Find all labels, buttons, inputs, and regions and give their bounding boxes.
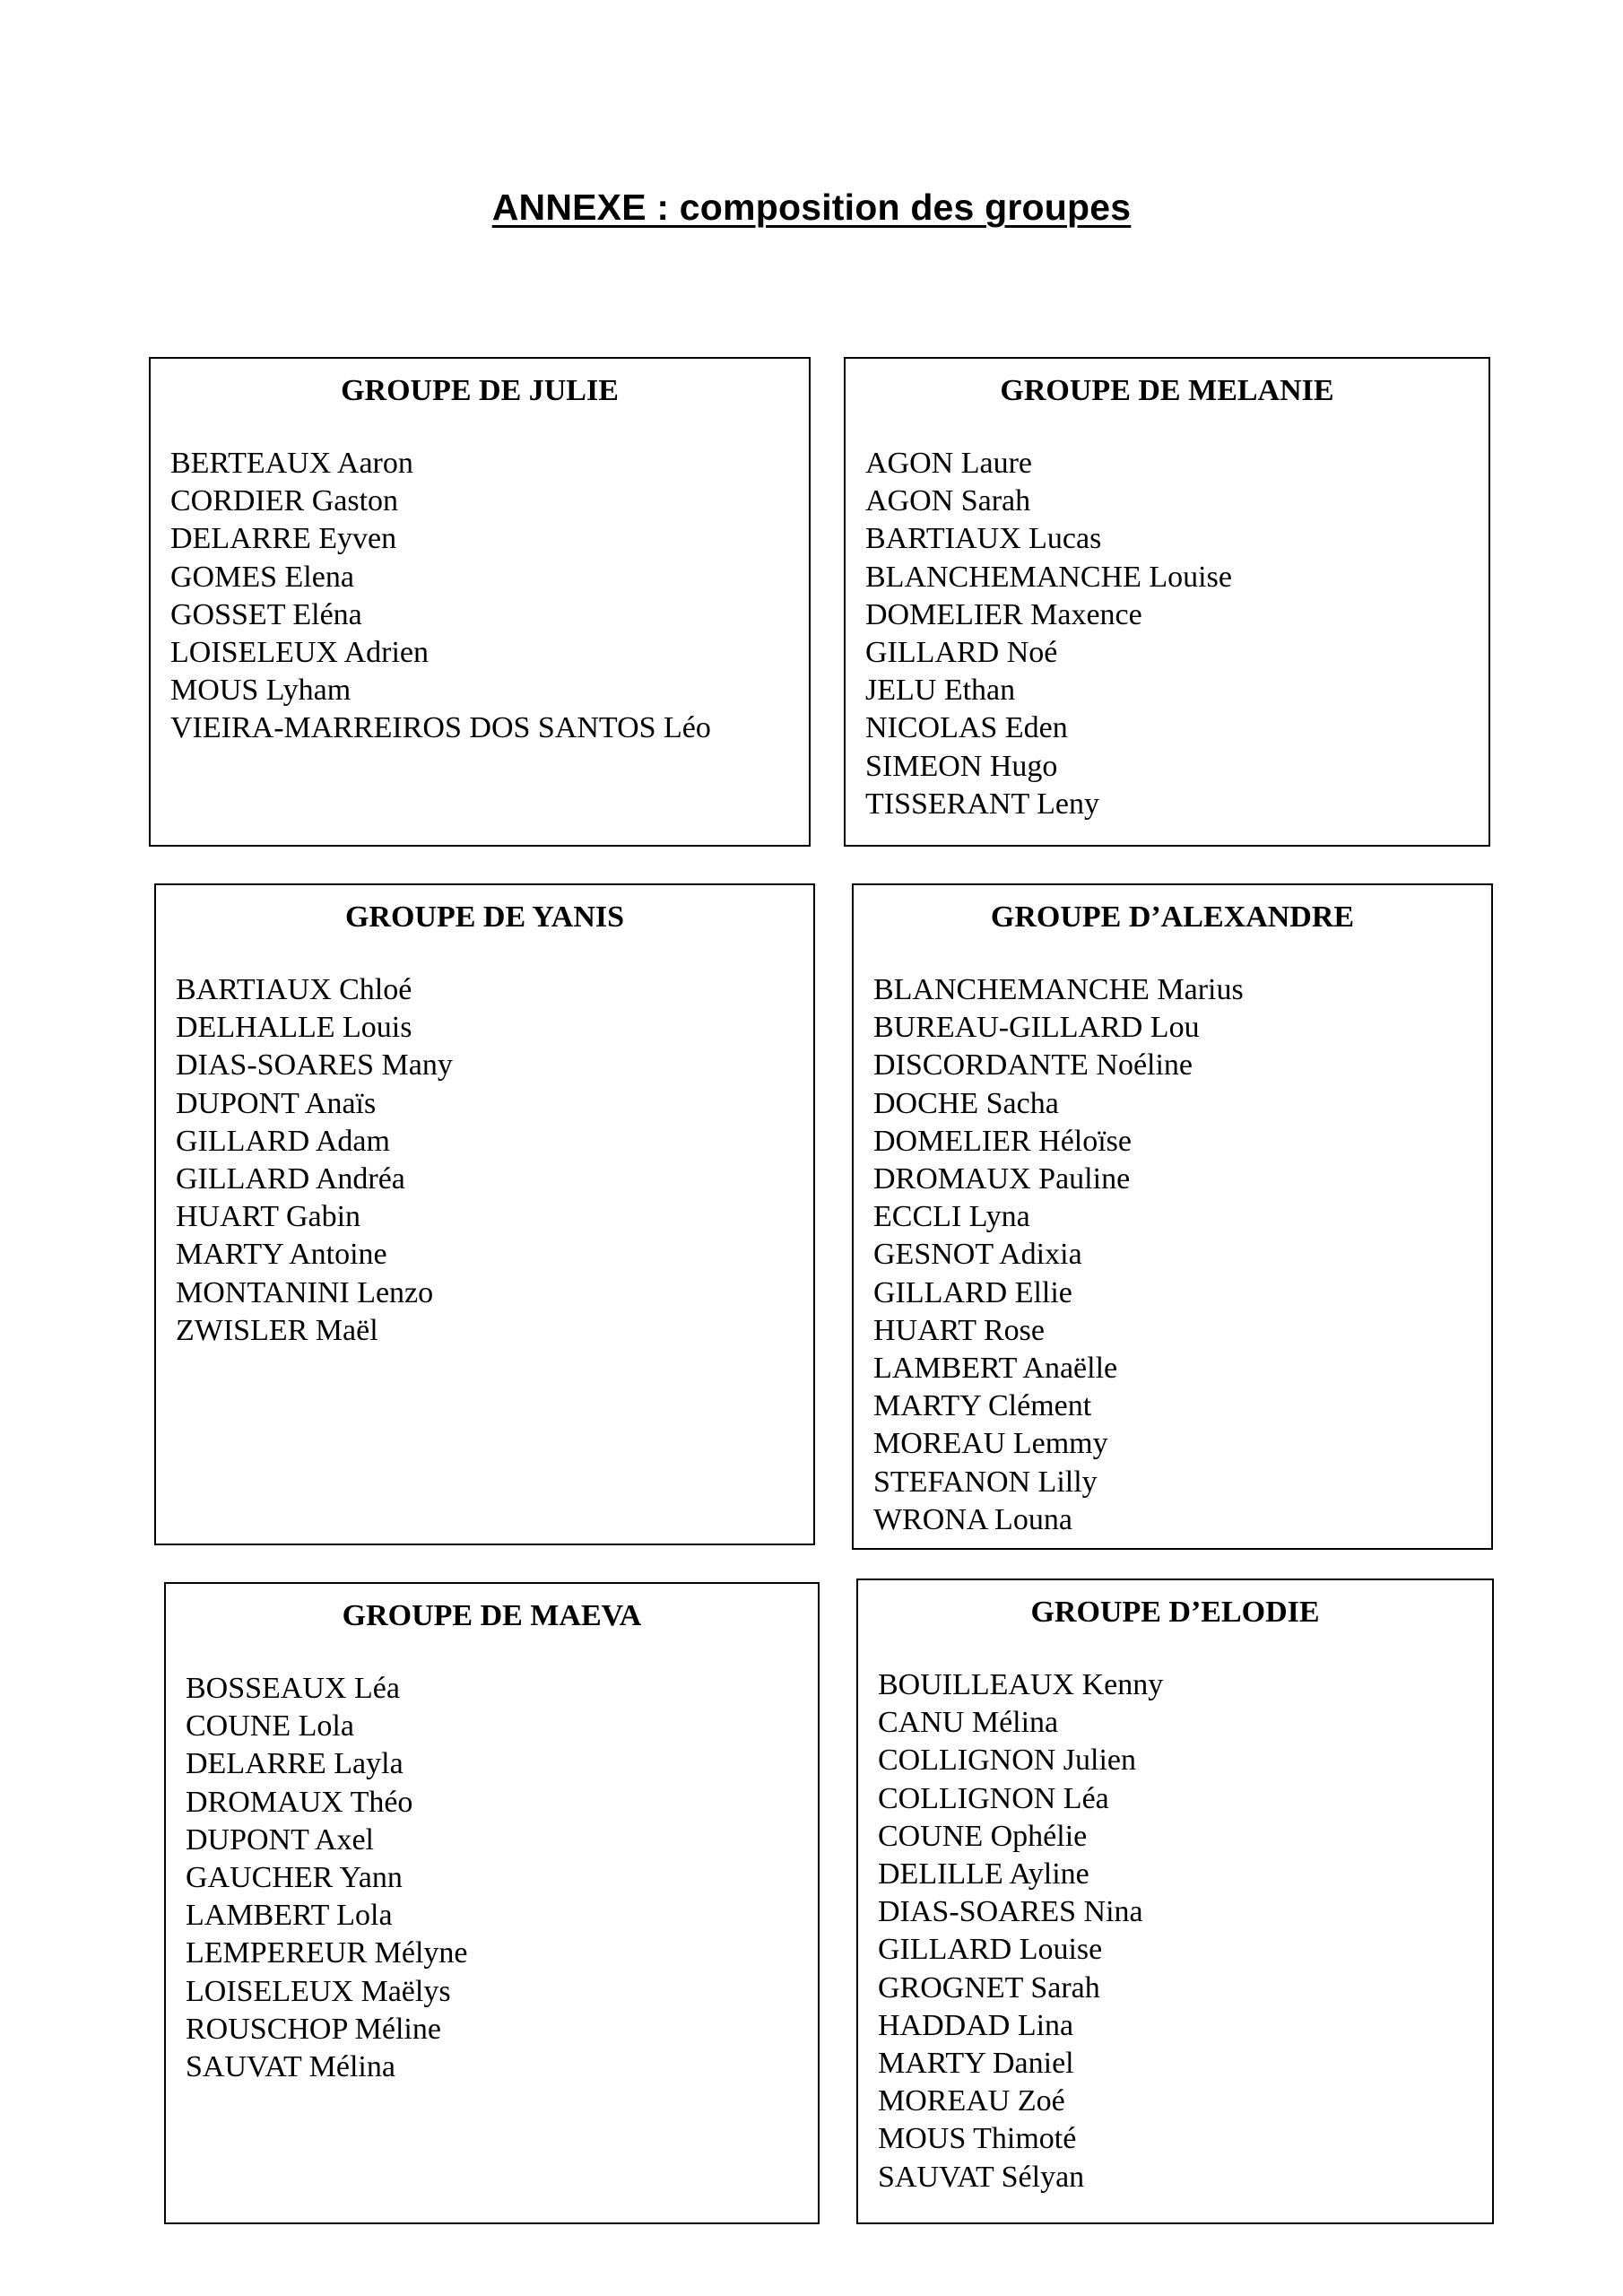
member-name: ZWISLER Maël	[176, 1313, 378, 1347]
member-name: GILLARD Louise	[878, 1933, 1103, 1967]
member-list	[854, 971, 1491, 1539]
member-name: ROUSCHOP Méline	[186, 2012, 441, 2046]
member-name: MOUS Lyham	[170, 674, 352, 708]
group-box-yanis	[154, 883, 815, 1545]
member-name: BUREAU-GILLARD Lou	[873, 1011, 1200, 1045]
member-name: DROMAUX Pauline	[873, 1162, 1131, 1196]
member-name: BERTEAUX Aaron	[170, 447, 413, 480]
group-title: GROUPE DE YANIS	[344, 900, 625, 934]
member-name: COUNE Lola	[186, 1709, 354, 1744]
group-box-elodie	[856, 1578, 1494, 2224]
member-name: JELU Ethan	[865, 674, 1016, 708]
member-name: DUPONT Axel	[186, 1822, 374, 1857]
member-name: GILLARD Andréa	[176, 1162, 405, 1196]
member-name: MOREAU Lemmy	[873, 1427, 1108, 1461]
group-title: GROUPE D’ELODIE	[1030, 1596, 1320, 1629]
member-name: MONTANINI Lenzo	[176, 1275, 434, 1309]
member-name: DIAS-SOARES Nina	[878, 1895, 1143, 1929]
group-box-julie	[149, 357, 811, 847]
member-name: BOUILLEAUX Kenny	[878, 1668, 1164, 1701]
group-box-alexandre	[852, 883, 1493, 1550]
member-name: COLLIGNON Léa	[878, 1781, 1109, 1815]
member-list	[151, 445, 809, 748]
member-name: DROMAUX Théo	[186, 1785, 413, 1819]
member-name: STEFANON Lilly	[873, 1465, 1098, 1499]
member-name: LEMPEREUR Mélyne	[186, 1936, 468, 1970]
member-name: VIEIRA-MARREIROS DOS SANTOS Léo	[170, 711, 711, 745]
group-title: GROUPE DE MAEVA	[342, 1599, 642, 1632]
member-name: MOREAU Zoé	[878, 2084, 1065, 2118]
member-name: MOUS Thimoté	[878, 2122, 1077, 2156]
member-name: DELARRE Layla	[186, 1747, 404, 1781]
member-name: TISSERANT Leny	[865, 787, 1099, 821]
member-name: SAUVAT Mélina	[186, 2050, 395, 2084]
member-name: NICOLAS Eden	[865, 711, 1068, 745]
member-name: BLANCHEMANCHE Marius	[873, 973, 1244, 1006]
group-title: GROUPE D’ALEXANDRE	[990, 900, 1355, 934]
member-name: LAMBERT Lola	[186, 1899, 393, 1933]
group-title: GROUPE DE JULIE	[341, 374, 619, 407]
member-name: DUPONT Anaïs	[176, 1086, 377, 1120]
member-name: GILLARD Adam	[176, 1124, 390, 1158]
member-name: DELILLE Ayline	[878, 1857, 1089, 1892]
member-name: GOSSET Eléna	[170, 597, 362, 631]
member-name: COUNE Ophélie	[878, 1819, 1088, 1853]
member-name: HADDAD Lina	[878, 2008, 1074, 2042]
member-name: LAMBERT Anaëlle	[873, 1352, 1118, 1386]
member-name: GROGNET Sarah	[878, 1970, 1100, 2005]
member-name: BOSSEAUX Léa	[186, 1672, 400, 1705]
member-name: ECCLI Lyna	[873, 1200, 1030, 1234]
member-name: DOCHE Sacha	[873, 1086, 1059, 1120]
member-name: AGON Sarah	[865, 484, 1031, 518]
page-title: ANNEXE : composition des groupes	[491, 187, 1132, 228]
member-name: WRONA Louna	[873, 1502, 1072, 1536]
member-name: DIAS-SOARES Many	[176, 1048, 453, 1083]
member-list	[858, 1666, 1492, 2196]
member-name: DOMELIER Héloïse	[873, 1124, 1133, 1158]
member-name: DISCORDANTE Noéline	[873, 1048, 1193, 1083]
member-list	[846, 445, 1488, 823]
member-name: MARTY Daniel	[878, 2047, 1074, 2081]
member-name: HUART Rose	[873, 1313, 1045, 1347]
member-name: HUART Gabin	[176, 1200, 361, 1234]
member-name: DELHALLE Louis	[176, 1011, 412, 1045]
member-name: DOMELIER Maxence	[865, 597, 1142, 631]
member-name: CANU Mélina	[878, 1706, 1059, 1740]
member-name: GILLARD Noé	[865, 636, 1058, 670]
member-name: GAUCHER Yann	[186, 1861, 403, 1895]
member-name: GOMES Elena	[170, 560, 354, 594]
member-name: BARTIAUX Lucas	[865, 522, 1102, 556]
member-list	[156, 971, 813, 1350]
member-name: CORDIER Gaston	[170, 484, 399, 518]
group-box-melanie	[844, 357, 1490, 847]
group-title: GROUPE DE MELANIE	[1000, 374, 1334, 407]
member-name: DELARRE Eyven	[170, 522, 397, 556]
member-name: SAUVAT Sélyan	[878, 2160, 1085, 2194]
member-name: AGON Laure	[865, 447, 1032, 480]
member-name: LOISELEUX Maëlys	[186, 1974, 451, 2008]
group-box-maeva	[164, 1582, 820, 2224]
member-name: BLANCHEMANCHE Louise	[865, 560, 1232, 594]
member-name: SIMEON Hugo	[865, 749, 1058, 783]
member-name: MARTY Clément	[873, 1389, 1092, 1423]
member-name: COLLIGNON Julien	[878, 1744, 1137, 1778]
member-name: GESNOT Adixia	[873, 1238, 1082, 1272]
member-list	[166, 1670, 818, 2086]
member-name: GILLARD Ellie	[873, 1275, 1072, 1309]
member-name: MARTY Antoine	[176, 1238, 387, 1272]
member-name: LOISELEUX Adrien	[170, 636, 430, 670]
member-name: BARTIAUX Chloé	[176, 973, 412, 1006]
